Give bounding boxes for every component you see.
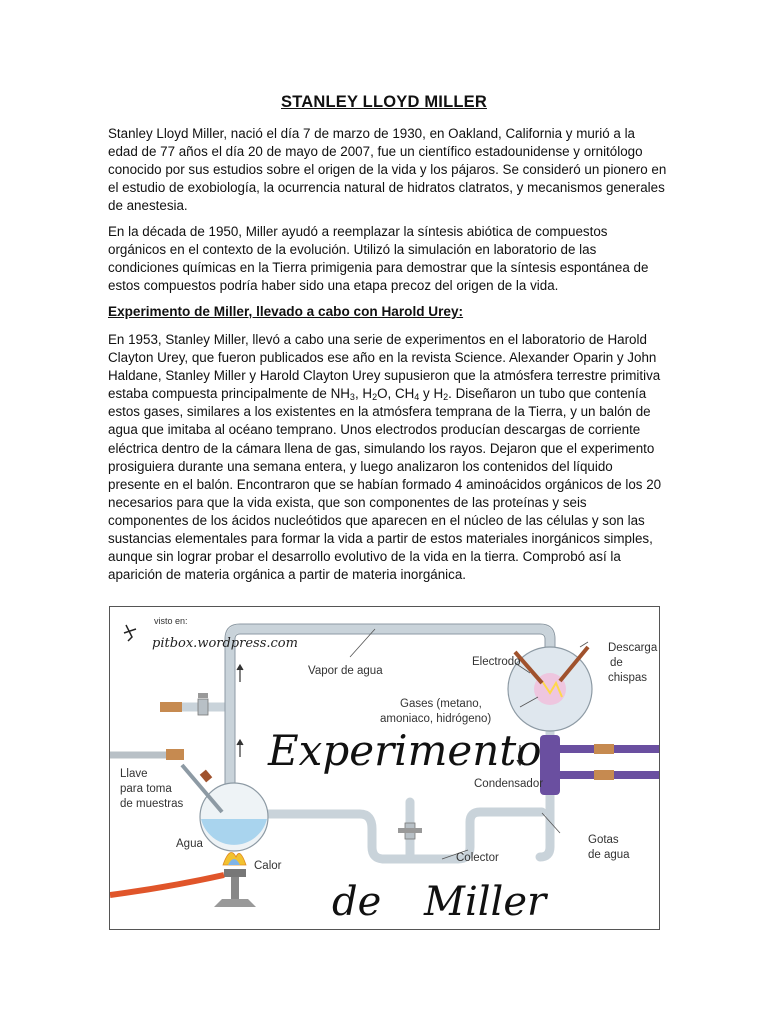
- label-valve-3: de muestras: [120, 798, 184, 810]
- label-discharge-1: Descarga: [608, 642, 658, 654]
- label-water: Agua: [176, 838, 203, 850]
- svg-text:visto en:: visto en:: [154, 616, 188, 626]
- burner: [110, 853, 256, 908]
- condenser: [540, 735, 659, 795]
- experiment-diagram: [110, 607, 659, 929]
- label-heat: Calor: [254, 860, 282, 872]
- label-valve-1: Llave: [120, 768, 148, 780]
- label-drops-1: Gotas: [588, 834, 619, 846]
- label-gases-2: amoniaco, hidrógeno): [380, 713, 492, 725]
- paragraph-research: En la década de 1950, Miller ayudó a reemplazar la síntesis abiótica de compuestos orgánicos en el contexto de la evolución. Utilizó la simulación en laboratorio de las condiciones químicas en la Tierra primigenia para demostrar que la síntesis espontánea de estos compuestos podría haber sido una etapa precoz del origen de la vida.: [108, 224, 649, 294]
- miller-experiment-figure: [109, 606, 660, 930]
- page-title: STANLEY LLOYD MILLER: [281, 93, 487, 111]
- section-heading: Experimento de Miller, llevado a cabo con Harold Urey:: [108, 304, 464, 319]
- label-electrode: Electrodo: [472, 656, 521, 668]
- label-discharge-3: chispas: [608, 672, 647, 684]
- collector-valve: [398, 823, 422, 839]
- experiment-text-start: En 1953, Stanley Miller, llevó a cabo una serie de experimentos en el laboratorio de Harold Clayton Urey, que fueron publicados ese año en la revista Science. Alexander Oparin y John Haldane, Stanley Miller y Harold Clayton Urey supusieron que la atmósfera terrestre primitiva estaba compuesta principalmente de: [108, 332, 661, 402]
- bird-icon: [124, 625, 136, 641]
- formula-ch4: $CH_4$: [394, 386, 420, 403]
- label-vapor: Vapor de agua: [308, 665, 383, 677]
- label-collector: Colector: [456, 852, 499, 864]
- svg-text:pitbox.wordpress.com: pitbox.wordpress.com: [152, 636, 298, 651]
- formula-h2: $H_2$: [433, 386, 449, 403]
- label-gases-1: Gases (metano,: [400, 698, 482, 710]
- spark-chamber: [508, 647, 592, 731]
- experiment-text-end: . Diseñaron un tubo que contenía estos gases, similares a los existentes en la atmósfera temprana de la Tierra, y un balón de agua que imitaba al océano temprano. Unos electrodos producían descargas de corriente eléctrica dentro de la cámara llena de gas, simulando los rayos. Dejaron que el experimento prosiguiera durante una semana entera, y luego analizaron los contenidos del líquido presente en el balón. Encontraron que se habían formado 4 aminoácidos orgánicos de los 20 necesarios para que la vida exista, que son componentes de las proteínas y seis componentes de los ácidos nucleótidos que aparecen en el núcleo de las células y son las sustancias elementales para formar la vida a partir de estos materiales inorgánicos simples, aunque sin lograr probar el desarrollo evolutivo de la vida en la tierra. Comprobó así la aparición de materia orgánica a partir de materia inorgánica.: [108, 386, 662, 583]
- diagram-heading-3: Miller: [424, 879, 547, 925]
- label-discharge-2: de: [610, 657, 623, 669]
- paragraph-biography: Stanley Lloyd Miller, nació el día 7 de marzo de 1930, en Oakland, California y murió a la edad de 77 años el día 20 de mayo de 2007, fue un científico estadounidense y ornitólogo conocido por sus estudios sobre el origen de la vida y los pájaros. Se consideró un pionero en el estudio de exobiología, la ocurrencia natural de hidratos clatratos, y mecanismos generales de anestesia.: [108, 126, 667, 214]
- diagram-heading-1: Experimento: [268, 726, 542, 775]
- label-condenser: Condensador: [474, 778, 544, 790]
- label-drops-2: de agua: [588, 849, 630, 861]
- formula-h2o: $H_2O$: [362, 386, 388, 403]
- diagram-heading-2: de: [332, 879, 382, 925]
- formula-nh3: $NH_3$: [330, 386, 355, 403]
- paragraph-experiment: En 1953, Stanley Miller, llevó a cabo una serie de experimentos en el laboratorio de Harold Clayton Urey, que fueron publicados ese año en la revista Science. Alexander Oparin y John Haldane, Stanley Miller y Harold Clayton Urey supusieron que la atmósfera terrestre primitiva estaba compuesta principalmente de $NH_3$, $H_2O$, $CH_4$ y $H_2$. Diseñaron un tubo que contenía estos gases, similares a los existentes en la atmósfera temprana de la Tierra, y un balón de agua que imitaba al océano temprano. Unos electrodos producían descargas de corriente eléctrica dentro de la cámara llena de gas, simulando los rayos. Dejaron que el experimento prosiguiera durante una semana entera, y luego analizaron los contenidos del líquido presente en el balón. Encontraron que se habían formado 4 aminoácidos orgánicos de los 20 necesarios para que la vida exista, que son componentes de las proteínas y seis componentes de los ácidos nucleótidos que aparecen en el núcleo de las células y son las sustancias elementales para formar la vida a partir de estos materiales inorgánicos simples, aunque sin lograr probar el desarrollo evolutivo de la vida en la tierra. Comprobó así la aparición de materia orgánica a partir de materia inorgánica.: [108, 332, 662, 583]
- label-valve-2: para toma: [120, 783, 172, 795]
